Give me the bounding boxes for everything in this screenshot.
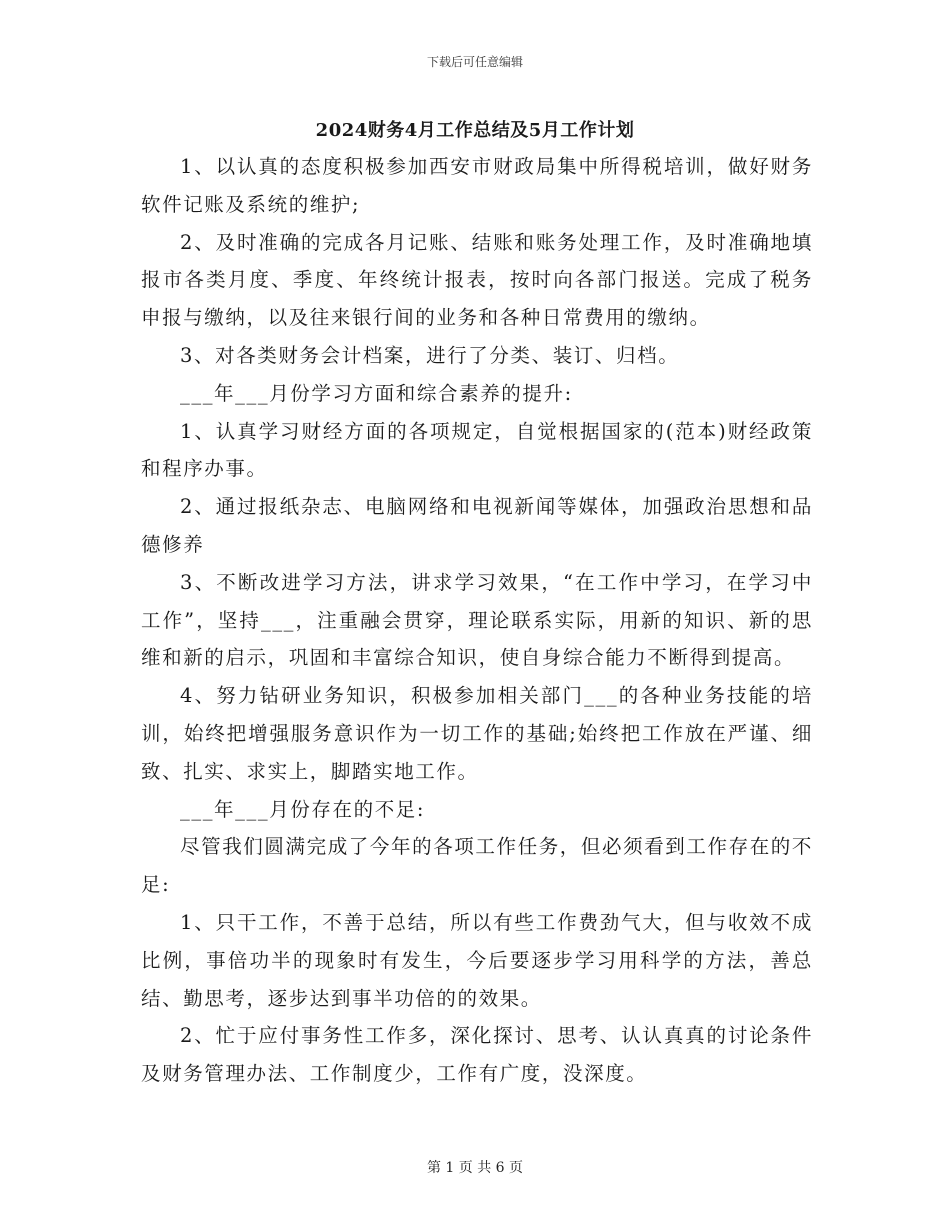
- paragraph-shortcomings-intro: 尽管我们圆满完成了今年的各项工作任务，但必须看到工作存在的不足:: [141, 835, 814, 897]
- paragraph-training: 1、以认真的态度积极参加西安市财政局集中所得税培训，做好财务软件记账及系统的维护;: [141, 155, 813, 216]
- paragraph-media: 2、通过报纸杂志、电脑网络和电视新闻等媒体，加强政治思想和品德修养: [141, 495, 813, 556]
- paragraph-study-method: 3、不断改进学习方法，讲求学习效果，“在工作中学习，在学习中工作”，坚持___，注重融会贯穿，理论联系实际，用新的知识、新的思维和新的启示，巩固和丰富综合知识，使自身综合能力不断得到提高。: [141, 570, 813, 670]
- section-heading-shortcomings: ___年___月份存在的不足:: [180, 797, 426, 821]
- paragraph-business-skills: 4、努力钻研业务知识，积极参加相关部门___的各种业务技能的培训，始终把增强服务意识作为一切工作的基础;始终把工作放在严谨、细致、扎实、求实上，脚踏实地工作。: [141, 684, 813, 783]
- paragraph-regulations: 1、认真学习财经方面的各项规定，自觉根据国家的(范本)财经政策和程序办事。: [141, 419, 813, 481]
- document-title: 2024财务4月工作总结及5月工作计划: [315, 120, 635, 141]
- page-header-note: 下载后可任意编辑: [426, 55, 523, 69]
- document-body: [141, 148, 813, 1093]
- page-number: 第 1 页 共 6 页: [426, 1160, 524, 1176]
- paragraph-bookkeeping: 2、及时准确的完成各月记账、结账和账务处理工作，及时准确地填报市各类月度、季度、年终统计报表，按时向各部门报送。完成了税务申报与缴纳，以及往来银行间的业务和各种日常费用的缴纳。: [141, 230, 813, 330]
- paragraph-shortcoming-2: 2、忙于应付事务性工作多，深化探讨、思考、认认真真的讨论条件及财务管理办法、工作制度少，工作有广度，没深度。: [141, 1024, 813, 1086]
- paragraph-archives: 3、对各类财务会计档案，进行了分类、装订、归档。: [180, 343, 680, 367]
- paragraph-shortcoming-1: 1、只干工作，不善于总结，所以有些工作费劲气大，但与收效不成比例，事倍功半的现象时有发生，今后要逐步学习用科学的方法，善总结、勤思考，逐步达到事半功倍的的效果。: [141, 910, 813, 1010]
- section-heading-study: ___年___月份学习方面和综合素养的提升:: [180, 381, 573, 405]
